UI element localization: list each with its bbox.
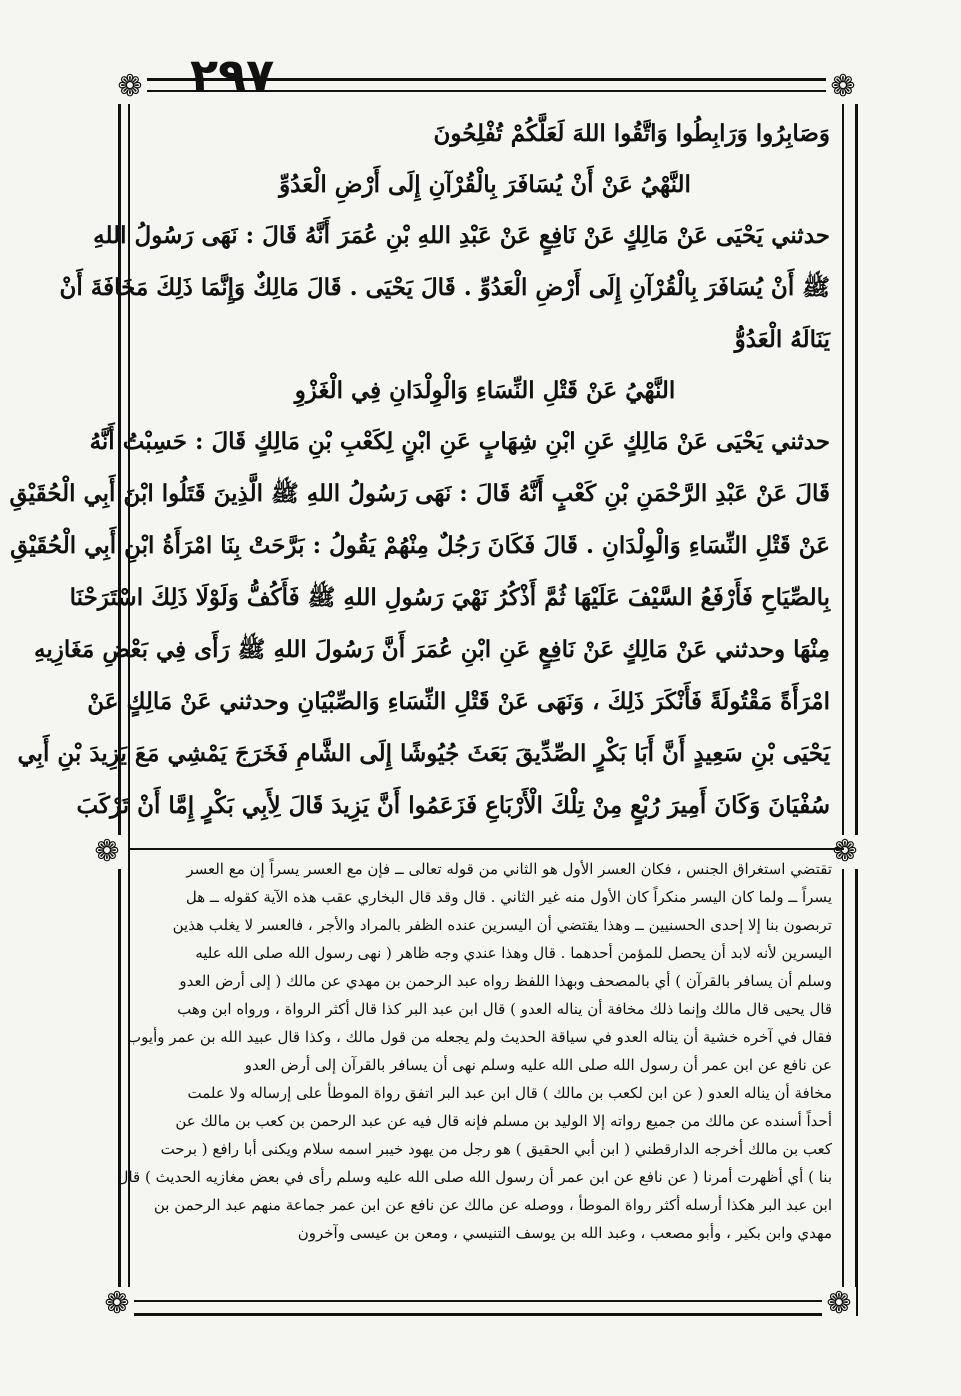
floral-corner-icon: ❁ <box>828 835 862 869</box>
text-line: يَحْيَى بْنِ سَعِيدٍ أَنَّ أَبَا بَكْرٍ الصِّدِّيقَ بَعَثَ جُيُوشًا إِلَى الشَّامِ فَخَرَجَ يَمْشِي مَعَ يَزِيدَ بْنِ أَبِي <box>17 740 830 767</box>
note-line: يسراً ــ ولما كان اليسر منكراً كان الأول منه غير الثاني . قال وقد قال البخاري عقب هذه الآية كقوله ــ هل <box>185 888 832 906</box>
note-line: اليسرين لأنه لابد أن يحصل للمؤمن أحدهما . قال وهذا عندي وجه ظاهر ( نهى رسول الله صلى الله عليه <box>195 944 832 962</box>
note-line: بنا ) أي أظهرت أمرنا ( عن نافع عن ابن عمر أن رسول الله صلى الله عليه وسلم رأى في بعض مغازيه الحديث ) قال <box>117 1168 832 1186</box>
main-text <box>9 108 830 832</box>
note-line: ابن عبد البر هكذا أرسله أكثر رواة الموطأ ، ووصله عن مالك عن نافع عن ابن عمر جماعة منهم عبد الرحمن بن <box>153 1196 832 1214</box>
text-line: يَنَالَهُ الْعَدُوُّ <box>734 326 830 353</box>
floral-corner-icon: ❁ <box>90 835 124 869</box>
note-line: فقال في آخره خشية أن يناله العدو في سياقة الحديث ولم يجعله من قول مالك ، وكذا قال عبيد الله بن عمر وأيوب <box>127 1028 832 1046</box>
text-line: امْرَأَةً مَقْتُولَةً فَأَنْكَرَ ذَلِكَ ، وَنَهَى عَنْ قَتْلِ النِّسَاءِ وَالصِّبْيَانِ وحدثني عَنْ مَالِكٍ عَنْ <box>87 688 830 715</box>
floral-corner-icon: ❁ <box>826 70 860 104</box>
text-line: مِنْهَا وحدثني عَنْ مَالِكٍ عَنْ نَافِعٍ عَنِ ابْنِ عُمَرَ أَنَّ رَسُولَ اللهِ ﷺ رَأَى فِي بَعْضِ مَغَازِيهِ <box>34 636 830 663</box>
text-line: حدثني يَحْيَى عَنْ مَالِكٍ عَنِ ابْنِ شِهَابٍ عَنِ ابْنٍ لِكَعْبِ بْنِ مَالِكٍ قَالَ : حَسِبْتُ أَنَّهُ <box>89 428 830 455</box>
note-line: كعب بن مالك أخرجه الدارقطني ( ابن أبي الحقيق ) هو رجل من يهود خيبر اسمه سلام ويكنى أبا رافع ( برحت <box>160 1140 832 1158</box>
note-line: وسلم أن يسافر بالقرآن ) أي بالمصحف وبهذا اللفظ رواه عبد الرحمن بن مهدي عن مالك ( إلى أرض العدو <box>179 972 832 990</box>
text-line: وَصَابِرُوا وَرَابِطُوا وَاتَّقُوا اللهَ لَعَلَّكُمْ تُفْلِحُونَ <box>433 120 830 147</box>
text-line: بِالصِّيَاحِ فَأَرْفَعُ السَّيْفَ عَلَيْهَا ثُمَّ أَذْكُرُ نَهْيَ رَسُولِ اللهِ ﷺ فَأَكُفُّ وَلَوْلَا ذَلِكَ اسْتَرَحْنَا <box>69 584 830 611</box>
text-line: ﷺ أَنْ يُسَافَرَ بِالْقُرْآنِ إِلَى أَرْضِ الْعَدُوِّ . قَالَ يَحْيَى . قَالَ مَالِكٌ وَإِنَّمَا ذَلِكَ مَخَافَةَ أَنْ <box>59 274 830 301</box>
text-line: حدثني يَحْيَى عَنْ مَالِكٍ عَنْ نَافِعٍ عَنْ عَبْدِ اللهِ بْنِ عُمَرَ أَنَّهُ قَالَ : نَهَى رَسُولُ اللهِ <box>93 222 830 249</box>
text-line: سُفْيَانَ وَكَانَ أَمِيرَ رُبْعٍ مِنْ تِلْكَ الْأَرْبَاعِ فَزَعَمُوا أَنَّ يَزِيدَ قَالَ لِأَبِي بَكْرٍ إِمَّا أَنْ تَرْكَبَ <box>76 792 830 819</box>
floral-corner-icon: ❁ <box>822 1287 856 1321</box>
note-line: مخافة أن يناله العدو ( عن ابن لكعب بن مالك ) قال ابن عبد البر اتفق رواة الموطأ على إرساله ولا علمت <box>187 1084 832 1102</box>
note-line: مهدي وابن بكير ، وأبو مصعب ، وعبد الله بن يوسف التنيسي ، ومعن بن عيسى وآخرون <box>297 1224 832 1242</box>
note-line: تربصون بنا إلا إحدى الحسنيين ــ وهذا يقتضي أن اليسرين عنده الظفر بالمراد والأجر ، فالعسر لا يغلب هذين <box>172 916 832 934</box>
page-number: ٢٩٧ <box>190 48 275 102</box>
note-line: تقتضي استغراق الجنس ، فكان العسر الأول هو الثاني من قوله تعالى ــ فإن مع العسر يسراً إن مع العسر <box>186 860 832 878</box>
footnote-divider <box>128 848 844 850</box>
text-line: قَالَ عَنْ عَبْدِ الرَّحْمَنِ بْنِ كَعْبٍ أَنَّهُ قَالَ : نَهَى رَسُولُ اللهِ ﷺ الَّذِينَ قَتَلُوا ابْنَ أَبِي الْحُقَيْقِ <box>9 480 830 507</box>
text-line: عَنْ قَتْلِ النِّسَاءِ وَالْوِلْدَانِ . قَالَ فَكَانَ رَجُلٌ مِنْهُمْ يَقُولُ : بَرَّحَتْ بِنَا امْرَأَةُ ابْنِ أَبِي الْحُقَيْقِ <box>10 532 830 559</box>
floral-corner-icon: ❁ <box>113 70 147 104</box>
section-heading: النَّهْيُ عَنْ قَتْلِ النِّسَاءِ وَالْوِلْدَانِ فِي الْغَزْوِ <box>294 377 676 404</box>
note-line: عن نافع عن ابن عمر أن رسول الله صلى الله عليه وسلم نهى أن يسافر بالقرآن إلى أرض العدو <box>244 1056 832 1074</box>
section-heading: النَّهْيُ عَنْ أَنْ يُسَافَرَ بِالْقُرْآنِ إِلَى أَرْضِ الْعَدُوِّ <box>279 171 691 198</box>
commentary-notes <box>117 855 832 1247</box>
note-line: قال يحيى قال مالك وإنما ذلك مخافة أن يناله العدو ) قال ابن عبد البر كذا قال أكثر الرواة ، ورواه ابن وهب <box>177 1000 832 1018</box>
note-line: أحداً أسنده عن مالك من جميع رواته إلا الوليد بن مسلم فإنه قال فيه عن عبد الرحمن بن كعب بن مالك عن <box>175 1112 832 1130</box>
floral-corner-icon: ❁ <box>100 1287 134 1321</box>
